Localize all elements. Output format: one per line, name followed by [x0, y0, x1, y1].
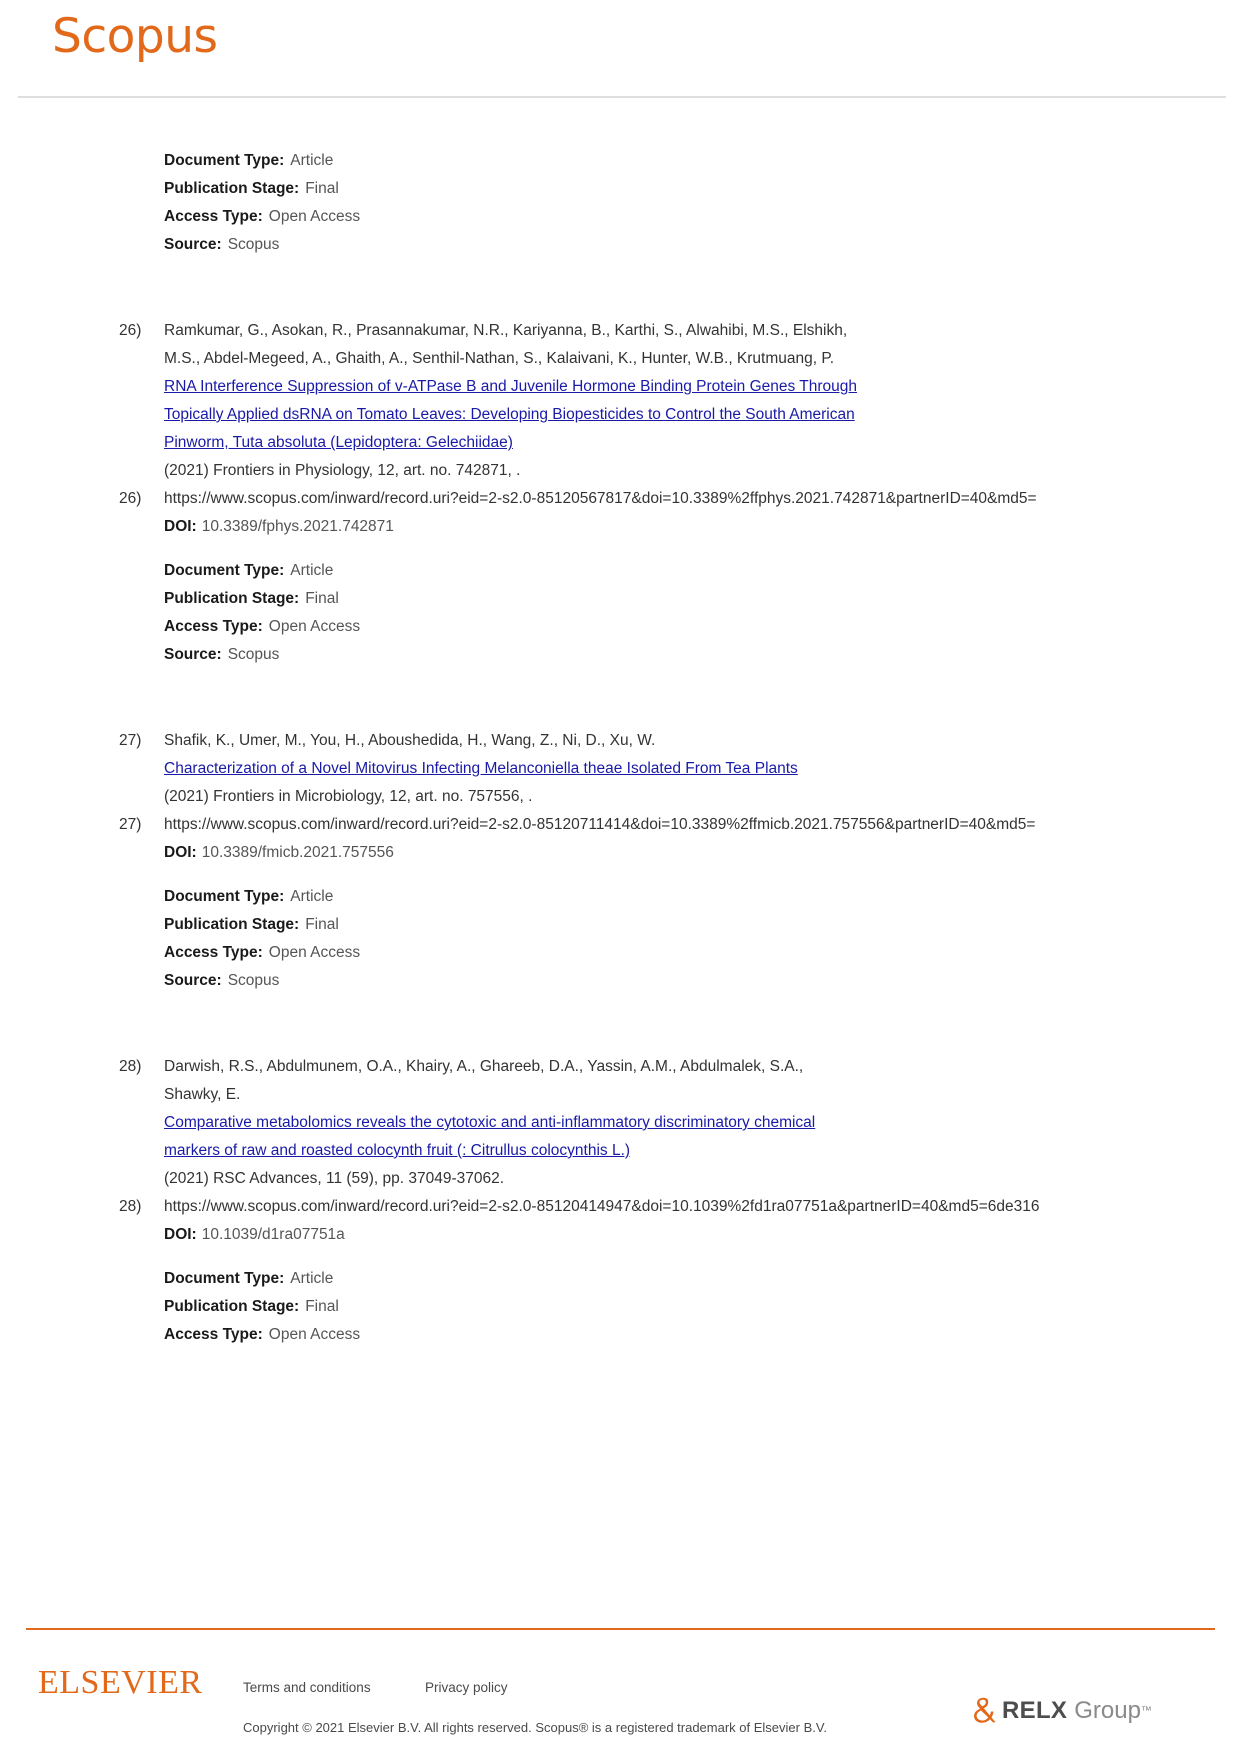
- meta-label: Publication Stage:: [164, 590, 300, 607]
- citation-number: 26): [119, 490, 142, 507]
- meta-value: Open Access: [268, 944, 361, 961]
- citation-block: [0, 727, 1241, 811]
- meta-value: Scopus: [227, 236, 280, 253]
- meta-row: [164, 967, 1241, 995]
- authors-line: Shawky, E.: [164, 1086, 241, 1103]
- meta-value: Open Access: [268, 618, 361, 635]
- citation-block: [0, 1053, 1241, 1193]
- meta-row: [164, 147, 1241, 175]
- terms-and-conditions-link[interactable]: Terms and conditions: [243, 1680, 371, 1695]
- meta-label: Document Type:: [164, 1270, 285, 1287]
- record-meta-block-top: [164, 147, 1241, 259]
- doi-label: DOI:: [164, 518, 197, 535]
- meta-value: Final: [305, 1298, 339, 1315]
- reference-entry-27: [0, 727, 1241, 995]
- relx-trademark-symbol: ™: [1140, 1705, 1152, 1717]
- citation-number: 27): [119, 732, 142, 749]
- article-title-link[interactable]: Characterization of a Novel Mitovirus Infecting Melanconiella theae Isolated From Tea Plants: [164, 760, 798, 777]
- meta-value: Article: [290, 152, 334, 169]
- source-line: (2021) Frontiers in Physiology, 12, art. no. 742871, .: [164, 462, 521, 479]
- copyright-text: Copyright © 2021 Elsevier B.V. All rights reserved. Scopus® is a registered trademark of Elsevier B.V.: [243, 1720, 827, 1735]
- meta-label: Access Type:: [164, 944, 263, 961]
- page-footer: [0, 1628, 1241, 1754]
- doi-label: DOI:: [164, 1226, 197, 1243]
- meta-row: [164, 613, 1241, 641]
- relx-mark-icon: [968, 1697, 998, 1725]
- source-line: (2021) RSC Advances, 11 (59), pp. 37049-37062.: [164, 1170, 505, 1187]
- source-line: (2021) Frontiers in Microbiology, 12, art. no. 757556, .: [164, 788, 533, 805]
- document-body: [0, 97, 1241, 1349]
- doi-value: 10.3389/fmicb.2021.757556: [201, 844, 394, 861]
- meta-value: Final: [305, 590, 339, 607]
- authors-line: Ramkumar, G., Asokan, R., Prasannakumar, N.R., Kariyanna, B., Karthi, S., Alwahibi, M.S., Elshikh,: [164, 322, 848, 339]
- meta-label: Publication Stage:: [164, 180, 300, 197]
- reference-entry-26: [0, 317, 1241, 669]
- meta-row: [164, 203, 1241, 231]
- article-title-link[interactable]: Comparative metabolomics reveals the cytotoxic and anti-inflammatory discriminatory chemical: [164, 1114, 816, 1131]
- meta-label: Document Type:: [164, 562, 285, 579]
- meta-label: Document Type:: [164, 888, 285, 905]
- meta-label: Publication Stage:: [164, 1298, 300, 1315]
- meta-value: Scopus: [227, 972, 280, 989]
- record-url-line[interactable]: [0, 485, 1241, 513]
- citation-number: 26): [119, 322, 142, 339]
- doi-line: [0, 513, 1241, 541]
- meta-label: Access Type:: [164, 208, 263, 225]
- meta-label: Source:: [164, 646, 222, 663]
- record-url[interactable]: https://www.scopus.com/inward/record.uri?eid=2-s2.0-85120711414&doi=10.3389%2ffmicb.2021.757556&partnerID=40&md5=: [164, 816, 1036, 833]
- meta-row: [164, 911, 1241, 939]
- relx-wordmark: RELX: [1002, 1697, 1068, 1724]
- page-header: [0, 0, 1241, 97]
- meta-row: [164, 557, 1241, 585]
- record-meta-block: [164, 883, 1241, 995]
- meta-value: Open Access: [268, 1326, 361, 1343]
- meta-label: Access Type:: [164, 618, 263, 635]
- meta-value: Scopus: [227, 646, 280, 663]
- doi-label: DOI:: [164, 844, 197, 861]
- meta-label: Source:: [164, 236, 222, 253]
- authors-line: Shafik, K., Umer, M., You, H., Aboushedida, H., Wang, Z., Ni, D., Xu, W.: [164, 732, 656, 749]
- meta-row: [164, 939, 1241, 967]
- privacy-policy-link[interactable]: Privacy policy: [425, 1680, 508, 1695]
- article-title-link[interactable]: RNA Interference Suppression of v-ATPase B and Juvenile Hormone Binding Protein Genes Through: [164, 378, 858, 395]
- meta-row: [164, 585, 1241, 613]
- meta-label: Publication Stage:: [164, 916, 300, 933]
- record-url-line[interactable]: [0, 811, 1241, 839]
- record-url[interactable]: https://www.scopus.com/inward/record.uri?eid=2-s2.0-85120567817&doi=10.3389%2ffphys.2021.742871&partnerID=40&md5=: [164, 490, 1037, 507]
- footer-divider: [26, 1628, 1215, 1630]
- meta-label: Document Type:: [164, 152, 285, 169]
- relx-group-logo: [968, 1694, 1152, 1728]
- meta-value: Article: [290, 888, 334, 905]
- reference-entry-28: [0, 1053, 1241, 1349]
- doi-line: [0, 839, 1241, 867]
- meta-row: [164, 1293, 1241, 1321]
- relx-group-word: Group: [1074, 1697, 1141, 1724]
- meta-value: Final: [305, 180, 339, 197]
- article-title-link[interactable]: Topically Applied dsRNA on Tomato Leaves: Developing Biopesticides to Control the South American: [164, 406, 855, 423]
- authors-line: Darwish, R.S., Abdulmunem, O.A., Khairy, A., Ghareeb, D.A., Yassin, A.M., Abdulmalek, S.A.,: [164, 1058, 804, 1075]
- citation-block: [0, 317, 1241, 485]
- doi-value: 10.1039/d1ra07751a: [201, 1226, 345, 1243]
- meta-value: Final: [305, 916, 339, 933]
- scopus-logo[interactable]: Scopus: [52, 9, 218, 64]
- meta-row: [164, 1265, 1241, 1293]
- meta-row: [164, 1321, 1241, 1349]
- citation-number: 27): [119, 816, 142, 833]
- elsevier-logo: ELSEVIER: [38, 1664, 203, 1701]
- meta-row: [164, 883, 1241, 911]
- record-meta-block: [164, 557, 1241, 669]
- citation-number: 28): [119, 1198, 142, 1215]
- doi-line: [0, 1221, 1241, 1249]
- meta-row: [164, 175, 1241, 203]
- meta-value: Article: [290, 562, 334, 579]
- meta-value: Open Access: [268, 208, 361, 225]
- authors-line: M.S., Abdel-Megeed, A., Ghaith, A., Senthil-Nathan, S., Kalaivani, K., Hunter, W.B., Krutmuang, P.: [164, 350, 835, 367]
- article-title-link[interactable]: markers of raw and roasted colocynth fruit (: Citrullus colocynthis L.): [164, 1142, 631, 1159]
- meta-label: Access Type:: [164, 1326, 263, 1343]
- citation-number: 28): [119, 1058, 142, 1075]
- record-url-line[interactable]: [0, 1193, 1241, 1221]
- meta-row: [164, 231, 1241, 259]
- meta-value: Article: [290, 1270, 334, 1287]
- doi-value: 10.3389/fphys.2021.742871: [201, 518, 394, 535]
- record-url[interactable]: https://www.scopus.com/inward/record.uri?eid=2-s2.0-85120414947&doi=10.1039%2fd1ra07751a&partnerID=40&md5=6de316: [164, 1198, 1040, 1215]
- meta-label: Source:: [164, 972, 222, 989]
- meta-row: [164, 641, 1241, 669]
- record-meta-block: [164, 1265, 1241, 1349]
- article-title-link[interactable]: Pinworm, Tuta absoluta (Lepidoptera: Gelechiidae): [164, 434, 513, 451]
